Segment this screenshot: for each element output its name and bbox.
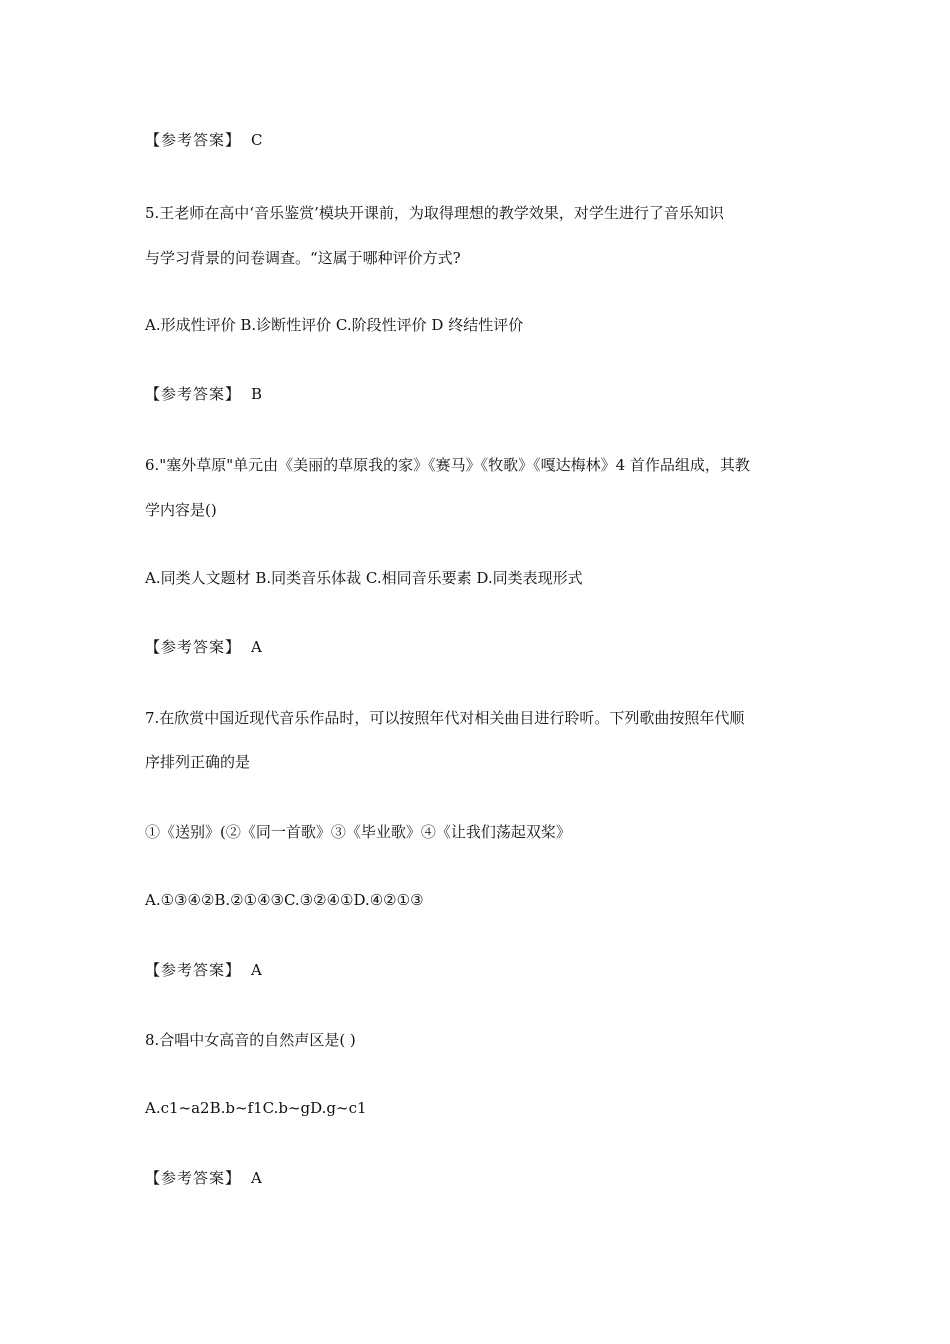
answer-value: C	[251, 131, 264, 149]
answer-value: A	[251, 638, 263, 656]
answer-value: B	[251, 385, 264, 403]
question-7-text-line-2: 序排列正确的是	[145, 753, 251, 771]
question-7-options: A.①③④②B.②①④③C.③②④①D.④②①③	[145, 891, 424, 909]
answer-value: A	[251, 961, 263, 979]
question-5-text-line-1: 5.王老师在高中‘音乐鉴赏’模块开课前，为取得理想的教学效果，对学生进行了音乐知识	[145, 204, 724, 222]
question-5-text-line-2: 与学习背景的问卷调查。“这属于哪种评价方式?	[145, 249, 461, 267]
question-7-text-line-1: 7.在欣赏中国近现代音乐作品时，可以按照年代对相关曲目进行聆听。下列歌曲按照年代顺	[145, 709, 745, 727]
answer-value: A	[251, 1169, 263, 1187]
question-6-text-line-1: 6."塞外草原"单元由《美丽的草原我的家》《赛马》《牧歌》《嘎达梅林》4 首作品组成，其教	[145, 456, 750, 474]
answer-label: 【参考答案】	[145, 961, 242, 979]
answer-label: 【参考答案】	[145, 638, 242, 656]
answer-line	[145, 637, 263, 657]
question-6-text-line-2: 学内容是()	[145, 501, 217, 519]
question-6-options: A.同类人文题材 B.同类音乐体裁 C.相同音乐要素 D.同类表现形式	[145, 569, 583, 587]
answer-line	[145, 384, 263, 404]
answer-label: 【参考答案】	[145, 131, 242, 149]
answer-label: 【参考答案】	[145, 1169, 242, 1187]
answer-label: 【参考答案】	[145, 385, 242, 403]
answer-line	[145, 130, 264, 150]
answer-line	[145, 1168, 263, 1188]
question-8-text: 8.合唱中女高音的自然声区是( )	[145, 1031, 356, 1049]
question-8-options: A.c1~a2B.b~f1C.b~gD.g~c1	[145, 1099, 367, 1117]
answer-line	[145, 960, 263, 980]
question-5-options: A.形成性评价 B.诊断性评价 C.阶段性评价 D 终结性评价	[145, 316, 524, 334]
question-7-song-list: ①《送别》(②《同一首歌》③《毕业歌》④《让我们荡起双桨》	[145, 823, 571, 841]
